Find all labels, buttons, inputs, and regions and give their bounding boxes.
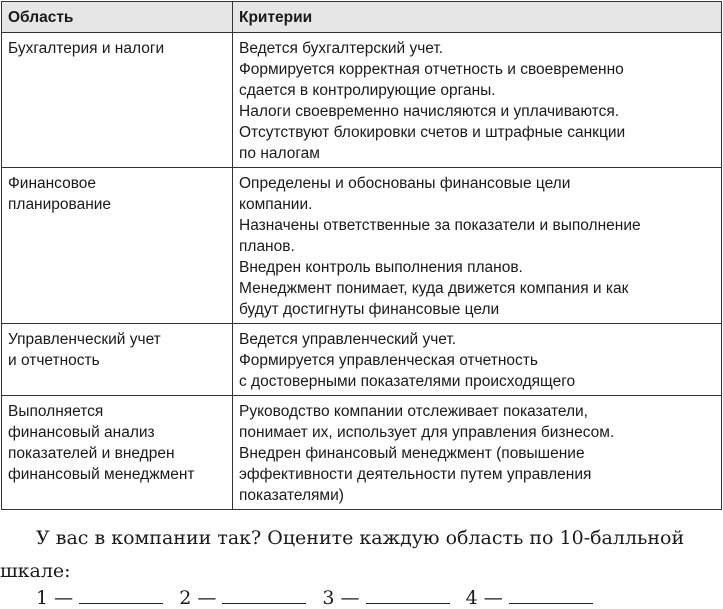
score-blank-4[interactable] (509, 585, 593, 604)
criteria-text-line: планов. (239, 238, 295, 255)
table-row (2, 33, 722, 168)
criteria-text-line: Формируется управленческая отчетность (239, 352, 538, 369)
criteria-text-line: Внедрен финансовый менеджмент (повышение (239, 445, 585, 462)
criteria-table (1, 1, 722, 510)
criteria-text-line: Налоги своевременно начисляются и уплачиваются. (239, 103, 620, 120)
score-label-3: 3 — (322, 587, 360, 609)
score-fields (36, 585, 603, 609)
table-header-row (2, 2, 722, 33)
area-cell (2, 396, 233, 510)
score-label-2: 2 — (179, 587, 217, 609)
criteria-text-line: Отсутствуют блокировки счетов и штрафные санкции (239, 124, 626, 141)
criteria-text-line: Определены и обоснованы финансовые цели (239, 175, 571, 192)
criteria-cell (233, 33, 722, 168)
score-label-4: 4 — (465, 587, 503, 609)
criteria-text-line: понимает их, использует для управления бизнесом. (239, 424, 615, 441)
header-area: Область (2, 2, 233, 33)
table-row (2, 324, 722, 396)
criteria-text-line: Руководство компании отслеживает показатели, (239, 403, 588, 420)
question-paragraph (0, 522, 723, 588)
area-text-line: финансовый анализ (8, 424, 155, 441)
criteria-cell (233, 396, 722, 510)
area-text-line: и отчетность (8, 352, 100, 369)
criteria-text-line: с достоверными показателями происходящего (239, 373, 576, 390)
score-blank-2[interactable] (222, 585, 306, 604)
area-text-line: финансовый менеджмент (8, 466, 195, 483)
area-text-line: Финансовое (8, 175, 97, 192)
criteria-cell (233, 168, 722, 324)
criteria-text-line: Внедрен контроль выполнения планов. (239, 259, 523, 276)
area-text-line: планирование (8, 196, 112, 213)
area-text-line: показателей и внедрен (8, 445, 175, 462)
score-blank-3[interactable] (366, 585, 450, 604)
criteria-text-line: Формируется корректная отчетность и своевременно (239, 61, 624, 78)
area-text-line: Управленческий учет (8, 331, 161, 348)
criteria-text-line: показателями) (239, 487, 344, 504)
question-line-2: шкале: (0, 560, 71, 582)
area-text-line: Выполняется (8, 403, 104, 420)
area-cell (2, 324, 233, 396)
criteria-text-line: Ведется управленческий учет. (239, 331, 457, 348)
header-criteria: Критерии (233, 2, 722, 33)
criteria-text-line: компании. (239, 196, 313, 213)
score-label-1: 1 — (36, 587, 74, 609)
area-cell (2, 33, 233, 168)
criteria-text-line: Менеджмент понимает, куда движется компания и как (239, 280, 629, 297)
criteria-cell (233, 324, 722, 396)
area-cell (2, 168, 233, 324)
criteria-text-line: Назначены ответственные за показатели и выполнение (239, 217, 641, 234)
area-text-line: Бухгалтерия и налоги (8, 40, 165, 57)
criteria-text-line: эффективности деятельности путем управления (239, 466, 592, 483)
table-row (2, 168, 722, 324)
question-line-1: У вас в компании так? Оцените каждую область по 10-балльной (36, 527, 685, 549)
criteria-text-line: Ведется бухгалтерский учет. (239, 40, 444, 57)
score-blank-1[interactable] (79, 585, 163, 604)
criteria-text-line: по налогам (239, 145, 320, 162)
table-row (2, 396, 722, 510)
criteria-text-line: сдается в контролирующие органы. (239, 82, 496, 99)
criteria-text-line: будут достигнуты финансовые цели (239, 301, 500, 318)
